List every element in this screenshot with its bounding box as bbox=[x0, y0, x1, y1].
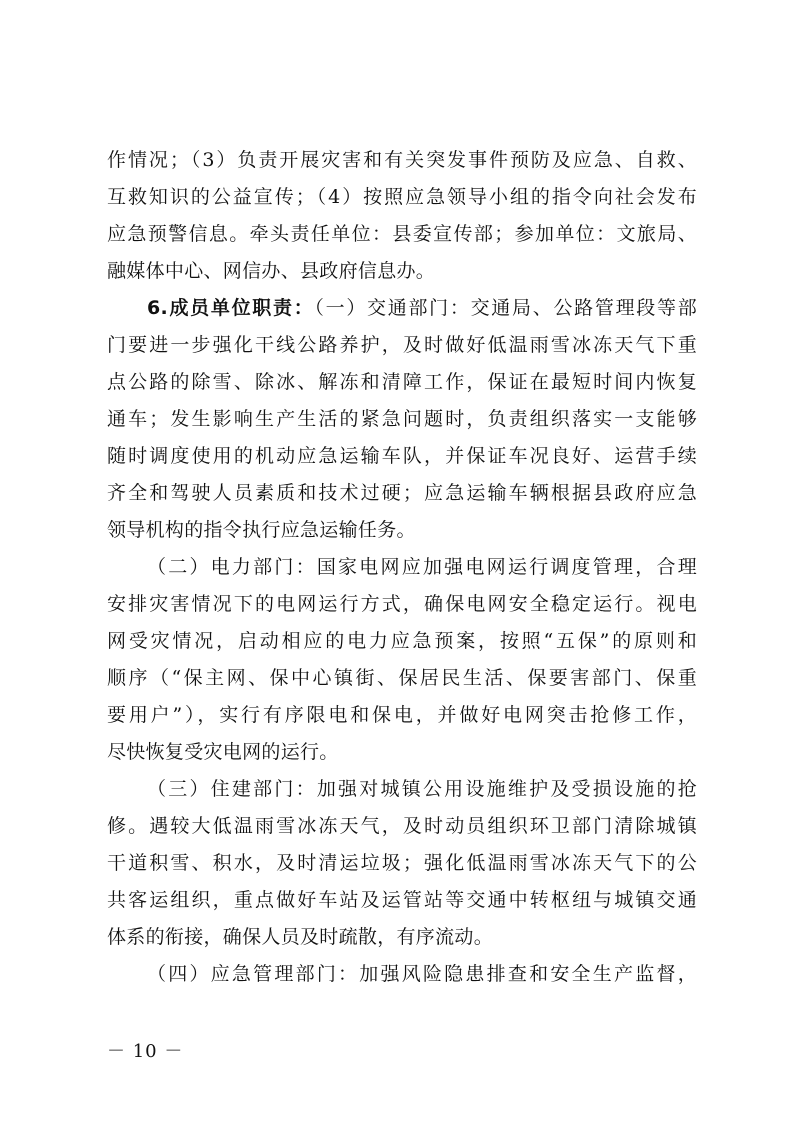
page-number: － 10 － bbox=[107, 1041, 184, 1062]
section-6-label: 6.成员单位职责： bbox=[147, 297, 315, 319]
text-line: 尽快恢复受灾电网的运行。 bbox=[107, 741, 339, 763]
emergency-paragraph-first-line: （四）应急管理部门：加强风险隐患排查和安全生产监督， bbox=[147, 963, 697, 985]
text-line: 互救知识的公益宣传；（4）按照应急领导小组的指令向社会发布 bbox=[107, 186, 697, 208]
text-line: 共客运组织，重点做好车站及运管站等交通中转枢纽与城镇交通 bbox=[107, 889, 697, 911]
text-line: 齐全和驾驶人员素质和技术过硬；应急运输车辆根据县政府应急 bbox=[107, 482, 697, 504]
text-line: 安排灾害情况下的电网运行方式，确保电网安全稳定运行。视电 bbox=[107, 593, 697, 615]
text-line: 作情况；（3）负责开展灾害和有关突发事件预防及应急、自救、 bbox=[107, 149, 697, 171]
text-line: 领导机构的指令执行应急运输任务。 bbox=[107, 519, 416, 541]
section-6-text: （一）交通部门：交通局、公路管理段等部 bbox=[314, 297, 698, 319]
text-line: 顺序（“保主网、保中心镇街、保居民生活、保要害部门、保重 bbox=[107, 667, 697, 689]
text-line: 门要进一步强化干线公路养护，及时做好低温雨雪冰冻天气下重 bbox=[107, 334, 697, 356]
text-line: 通车；发生影响生产生活的紧急问题时，负责组织落实一支能够 bbox=[107, 408, 697, 430]
housing-paragraph-first-line: （三）住建部门：加强对城镇公用设施维护及受损设施的抢 bbox=[147, 778, 697, 800]
text-line: 修。遇较大低温雨雪冰冻天气，及时动员组织环卫部门清除城镇 bbox=[107, 815, 697, 837]
text-line: 点公路的除雪、除冰、解冻和清障工作，保证在最短时间内恢复 bbox=[107, 371, 697, 393]
text-line: 体系的衔接，确保人员及时疏散，有序流动。 bbox=[107, 926, 494, 948]
text-line: 应急预警信息。牵头责任单位：县委宣传部；参加单位：文旅局、 bbox=[107, 223, 697, 245]
section-6-first-line bbox=[107, 290, 697, 327]
text-line: 网受灾情况，启动相应的电力应急预案，按照“五保”的原则和 bbox=[107, 630, 697, 652]
body-text bbox=[107, 142, 697, 993]
power-paragraph-first-line: （二）电力部门：国家电网应加强电网运行调度管理，合理 bbox=[147, 556, 697, 578]
text-line: 融媒体中心、网信办、县政府信息办。 bbox=[107, 260, 436, 282]
text-line: 要用户”），实行有序限电和保电，并做好电网突击抢修工作， bbox=[107, 704, 697, 726]
text-line: 干道积雪、积水，及时清运垃圾；强化低温雨雪冰冻天气下的公 bbox=[107, 852, 697, 874]
text-line: 随时调度使用的机动应急运输车队，并保证车况良好、运营手续 bbox=[107, 445, 697, 467]
